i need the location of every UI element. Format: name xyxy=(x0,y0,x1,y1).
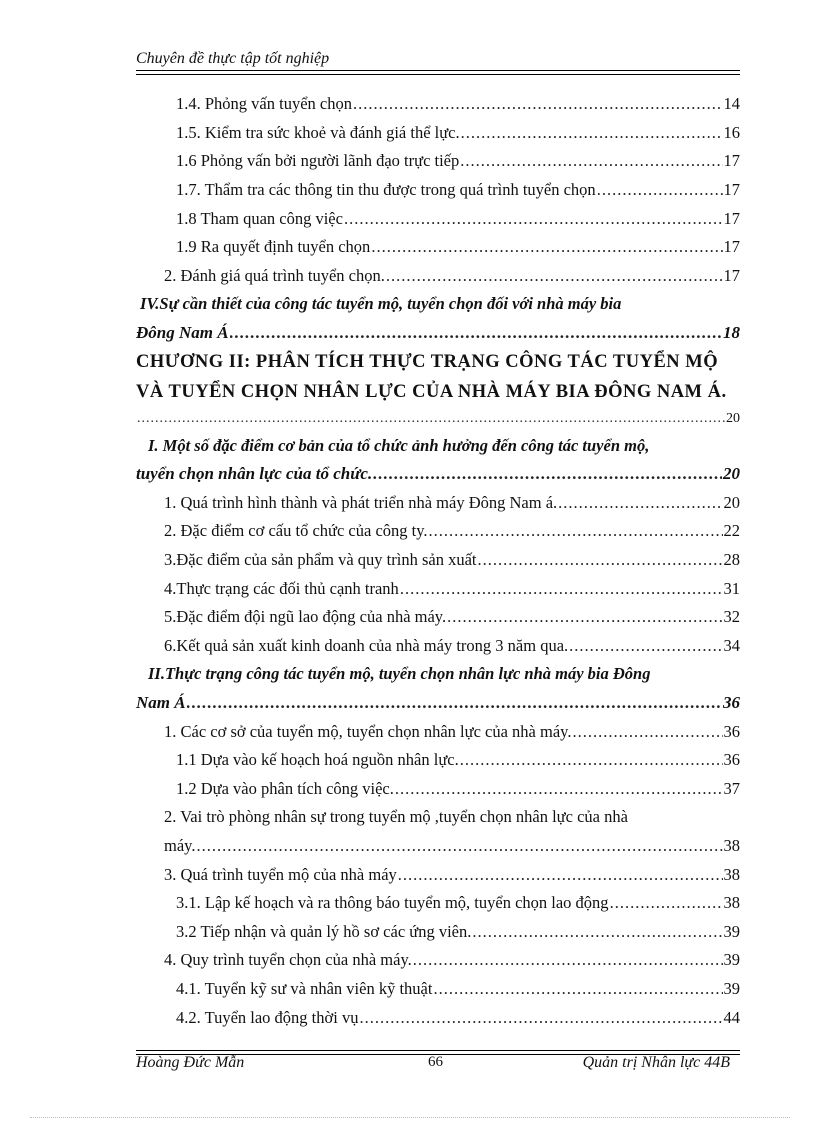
toc-entry[interactable]: 5.Đặc điểm đội ngũ lao động của nhà máy. ..... 32 xyxy=(136,603,740,632)
chapter-heading[interactable]: VÀ TUYỂN CHỌN NHÂN LỰC CỦA NHÀ MÁY BIA ĐÔNG NAM Á. xyxy=(136,381,727,402)
toc-entry[interactable]: 1.1 Dựa vào kế hoạch hoá nguồn nhân lực. ..... 36 xyxy=(136,746,740,775)
toc-entry[interactable]: 4.2. Tuyển lao động thời vụ ..... 44 xyxy=(136,1003,740,1032)
footer-page-number: 66 xyxy=(428,1054,443,1070)
table-of-contents xyxy=(136,90,740,1032)
header-title: Chuyên đề thực tập tốt nghiệp xyxy=(136,50,330,67)
toc-entry[interactable]: 3.Đặc điểm của sản phẩm và quy trình sản xuất ..... 28 xyxy=(136,546,740,575)
toc-entry[interactable]: 4.Thực trạng các đối thủ cạnh tranh ..... 31 xyxy=(136,574,740,603)
toc-entry[interactable]: ..... 20 xyxy=(136,407,740,431)
page-footer xyxy=(136,1054,740,1076)
toc-entry[interactable]: 1.6 Phỏng vấn bởi người lãnh đạo trực tiếp ..... 17 xyxy=(136,147,740,176)
toc-section-heading[interactable]: IV.Sự cần thiết của công tác tuyển mộ, tuyển chọn đối với nhà máy bia xyxy=(140,294,622,314)
toc-entry[interactable]: 1. Quá trình hình thành và phát triển nhà máy Đông Nam á. ..... 20 xyxy=(136,489,740,518)
toc-entry[interactable]: tuyển chọn nhân lực của tổ chức. ..... 20 xyxy=(136,460,740,489)
toc-entry[interactable]: 2. Đặc điểm cơ cấu tổ chức của công ty. ..... 22 xyxy=(136,517,740,546)
toc-entry[interactable]: 3.1. Lập kế hoạch và ra thông báo tuyển mộ, tuyển chọn lao động ..... 38 xyxy=(136,889,740,918)
toc-entry[interactable]: Đông Nam Á ..... 18 xyxy=(136,319,740,348)
chapter-heading[interactable]: CHƯƠNG II: PHÂN TÍCH THỰC TRẠNG CÔNG TÁC TUYỂN MỘ xyxy=(136,351,719,372)
toc-entry-wrap[interactable]: 2. Vai trò phòng nhân sự trong tuyển mộ ,tuyển chọn nhân lực của nhà xyxy=(164,807,628,827)
toc-entry[interactable]: máy. ..... 38 xyxy=(136,832,740,861)
footer-class: Quản trị Nhân lực 44B xyxy=(582,1054,730,1071)
toc-entry[interactable]: 1.9 Ra quyết định tuyển chọn ..... 17 xyxy=(136,233,740,262)
toc-entry[interactable]: 1.5. Kiểm tra sức khoẻ và đánh giá thể lực. ..... 16 xyxy=(136,119,740,148)
toc-entry[interactable]: 3.2 Tiếp nhận và quản lý hồ sơ các ứng viên. ..... 39 xyxy=(136,917,740,946)
header-rule xyxy=(136,70,740,75)
toc-entry[interactable]: 1.7. Thẩm tra các thông tin thu được trong quá trình tuyển chọn ..... 17 xyxy=(136,176,740,205)
toc-entry[interactable]: 4. Quy trình tuyển chọn của nhà máy. ..... 39 xyxy=(136,946,740,975)
page-header xyxy=(136,50,740,72)
toc-entry[interactable]: 6.Kết quả sản xuất kinh doanh của nhà máy trong 3 năm qua. ..... 34 xyxy=(136,632,740,661)
footer-author: Hoàng Đức Mẫn xyxy=(136,1054,245,1071)
toc-entry[interactable]: Nam Á ..... 36 xyxy=(136,689,740,718)
toc-entry[interactable]: 1.8 Tham quan công việc ..... 17 xyxy=(136,204,740,233)
toc-entry[interactable]: 1. Các cơ sở của tuyển mộ, tuyển chọn nhân lực của nhà máy. ..... 36 xyxy=(136,717,740,746)
toc-entry[interactable]: 1.2 Dựa vào phân tích công việc. ..... 37 xyxy=(136,774,740,803)
toc-entry[interactable]: 1.4. Phỏng vấn tuyển chọn ..... 14 xyxy=(136,90,740,119)
toc-entry[interactable]: 3. Quá trình tuyển mộ của nhà máy ..... 38 xyxy=(136,860,740,889)
toc-section-heading[interactable]: II.Thực trạng công tác tuyển mộ, tuyển chọn nhân lực nhà máy bia Đông xyxy=(148,664,651,684)
toc-section-heading[interactable]: I. Một số đặc điểm cơ bản của tổ chức ảnh hưởng đến công tác tuyển mộ, xyxy=(148,435,650,455)
toc-entry[interactable]: 4.1. Tuyển kỹ sư và nhân viên kỹ thuật ..... 39 xyxy=(136,975,740,1004)
page-edge-divider xyxy=(30,1117,790,1119)
toc-entry[interactable]: 2. Đánh giá quá trình tuyển chọn. ..... 17 xyxy=(136,262,740,291)
